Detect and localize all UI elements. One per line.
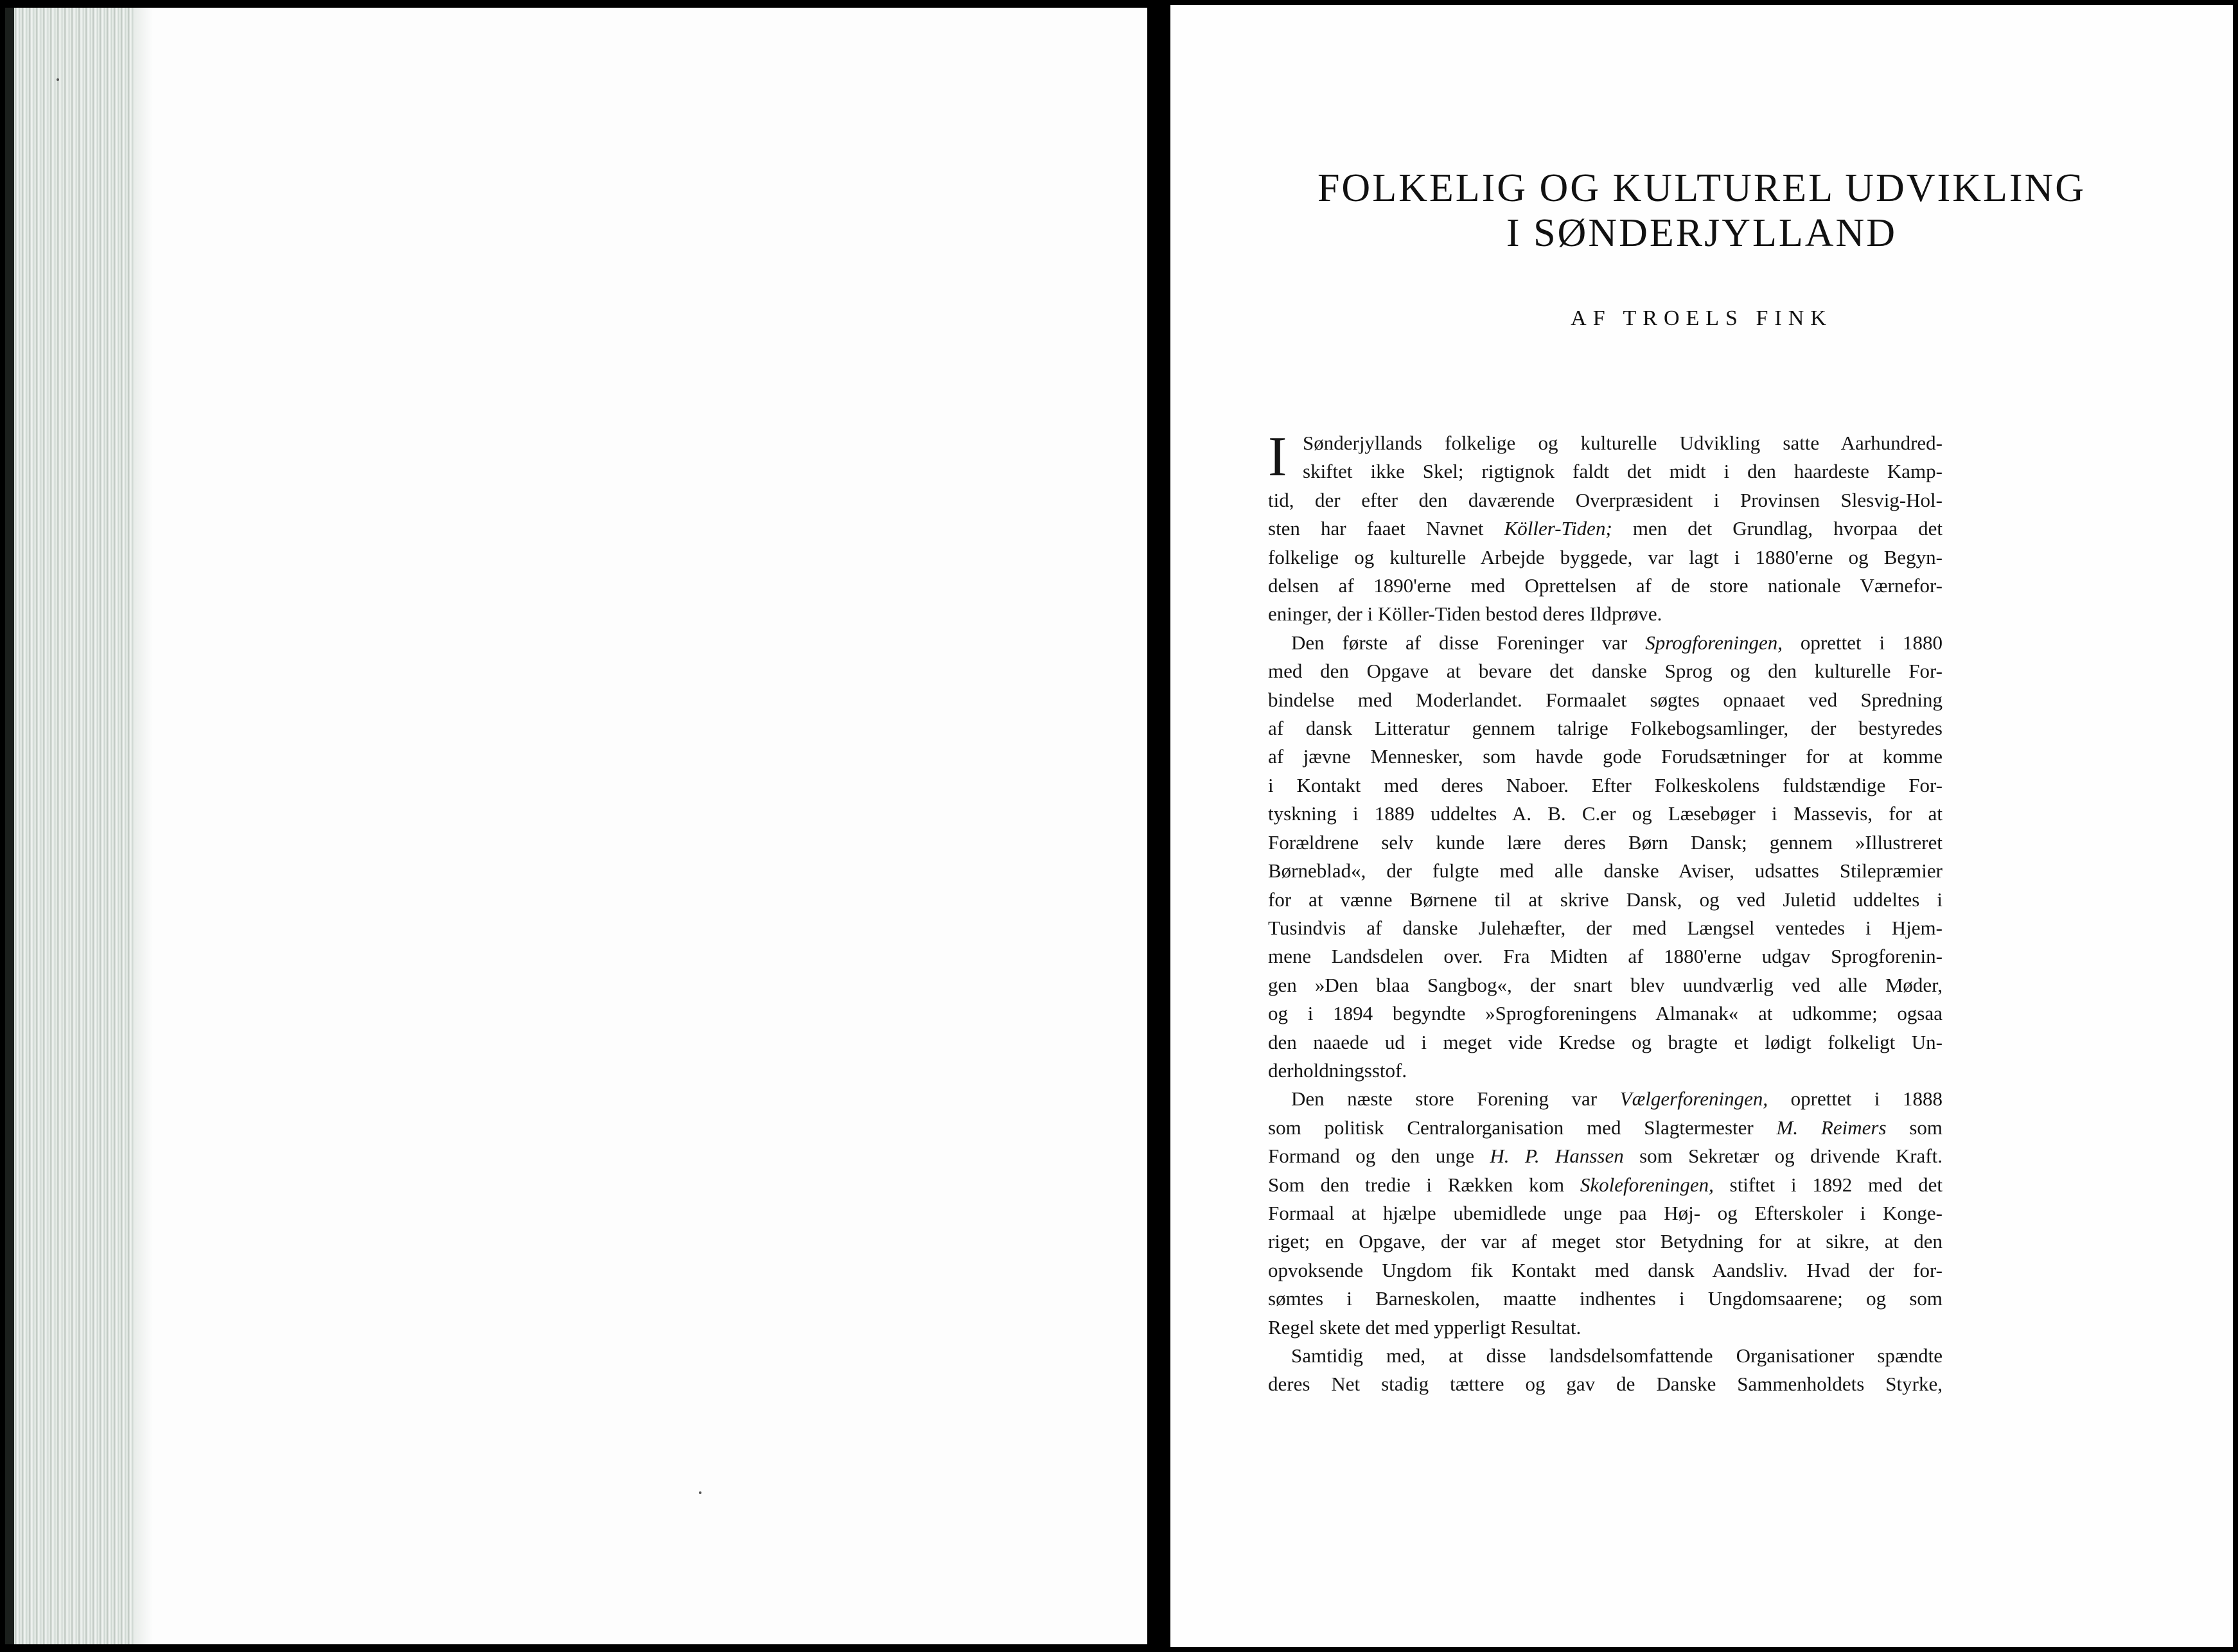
body-text-line: sømtes i Barneskolen, maatte indhentes i Ungdomsaarene; og som <box>1268 1287 1943 1310</box>
body-text-line: Samtidig med, at disse landsdelsomfattende Organisationer spændte <box>1291 1344 1943 1367</box>
chapter-heading <box>1170 166 2233 331</box>
body-text-line: Sønderjyllands folkelige og kulturelle Udvikling satte Aarhundred- <box>1303 432 1943 454</box>
right-page-text <box>1170 5 2233 1647</box>
body-text-line: eninger, der i Köller-Tiden bestod deres Ildprøve. <box>1268 602 1662 626</box>
page-block-edges <box>5 8 134 1644</box>
body-text-line: tid, der efter den daværende Overpræsident i Provinsen Slesvig-Hol- <box>1268 488 1943 511</box>
book-edge <box>5 8 14 1644</box>
body-text-line: af dansk Litteratur gennem talrige Folkebogsamlinger, der bestyredes <box>1268 717 1943 740</box>
page-edge-shadow <box>134 8 153 1644</box>
body-text-line: Tusindvis af danske Julehæfter, der med Længsel ventedes i Hjem- <box>1268 916 1943 939</box>
body-text-line: af jævne Mennesker, som havde gode Forudsætninger for at komme <box>1268 745 1943 768</box>
body-text-line: derholdningsstof. <box>1268 1059 1407 1082</box>
body-text-line: skiftet ikke Skel; rigtignok faldt det midt i den haardeste Kamp- <box>1303 460 1943 483</box>
body-text-line: deres Net stadig tættere og gav de Danske Sammenholdets Styrke, <box>1268 1373 1943 1396</box>
drop-cap: I <box>1268 426 1287 488</box>
body-text-line: for at vænne Børnene til at skrive Dansk, og ved Juletid uddeltes i <box>1268 888 1943 911</box>
body-text-line: Den næste store Forening var Vælgerforeningen, oprettet i 1888 <box>1291 1087 1943 1111</box>
chapter-title-line-2: I SØNDERJYLLAND <box>1506 211 1898 255</box>
article-body <box>1268 426 1943 1399</box>
body-text-line: Den første af disse Foreninger var Sprogforeningen, oprettet i 1880 <box>1291 631 1943 654</box>
body-text-line: sten har faaet Navnet Köller-Tiden; men det Grundlag, hvorpaa det <box>1268 517 1943 540</box>
body-text-line: og i 1894 begyndte »Sprogforeningens Almanak« at udkomme; ogsaa <box>1268 1002 1943 1025</box>
body-text-line: Som den tredie i Rækken kom Skoleforeningen, stiftet i 1892 med det <box>1268 1173 1943 1196</box>
body-text-line: mene Landsdelen over. Fra Midten af 1880'erne udgav Sprogforenin- <box>1268 945 1943 968</box>
dropcap-container <box>1268 426 1943 488</box>
speck <box>57 78 59 81</box>
left-page-blank <box>5 8 1147 1644</box>
body-text-line: Forældrene selv kunde lære deres Børn Dansk; gennem »Illustreret <box>1268 830 1943 854</box>
body-text-line: Formaal at hjælpe ubemidlede unge paa Høj- og Efterskoler i Konge- <box>1268 1201 1943 1224</box>
body-text-line: riget; en Opgave, der var af meget stor Betydning for at sikre, at den <box>1268 1230 1943 1253</box>
body-text-line: Regel skete det med ypperligt Resultat. <box>1268 1315 1582 1339</box>
speck <box>699 1491 701 1494</box>
author-byline: AF TROELS FINK <box>1571 306 1833 330</box>
body-text-line: den naaede ud i meget vide Kredse og bragte et lødigt folkeligt Un- <box>1268 1030 1943 1053</box>
body-text-line: gen »Den blaa Sangbog«, der snart blev uundværlig ved alle Møder, <box>1268 973 1943 996</box>
body-text-line: delsen af 1890'erne med Oprettelsen af de store nationale Værnefor- <box>1268 574 1943 597</box>
book-spine <box>1147 0 1170 1652</box>
body-text-line: tyskning i 1889 uddeltes A. B. C.er og Læsebøger i Massevis, for at <box>1268 802 1943 825</box>
body-text-line: i Kontakt med deres Naboer. Efter Folkeskolens fuldstændige For- <box>1268 773 1943 796</box>
body-text-line: folkelige og kulturelle Arbejde byggede, var lagt i 1880'erne og Begyn- <box>1268 545 1943 568</box>
body-text-line: som politisk Centralorganisation med Slagtermester M. Reimers som <box>1268 1116 1943 1139</box>
body-text-line: opvoksende Ungdom fik Kontakt med dansk Aandsliv. Hvad der for- <box>1268 1258 1943 1281</box>
body-text-line: med den Opgave at bevare det danske Sprog og den kulturelle For- <box>1268 660 1943 683</box>
body-text-line: bindelse med Moderlandet. Formaalet søgtes opnaaet ved Spredning <box>1268 688 1943 711</box>
body-text-line: Formand og den unge H. P. Hanssen som Sekretær og drivende Kraft. <box>1268 1145 1943 1168</box>
chapter-title-line-1: FOLKELIG OG KULTUREL UDVIKLING <box>1317 166 2086 210</box>
body-text-line: Børneblad«, der fulgte med alle danske Aviser, udsattes Stilepræmier <box>1268 859 1943 883</box>
